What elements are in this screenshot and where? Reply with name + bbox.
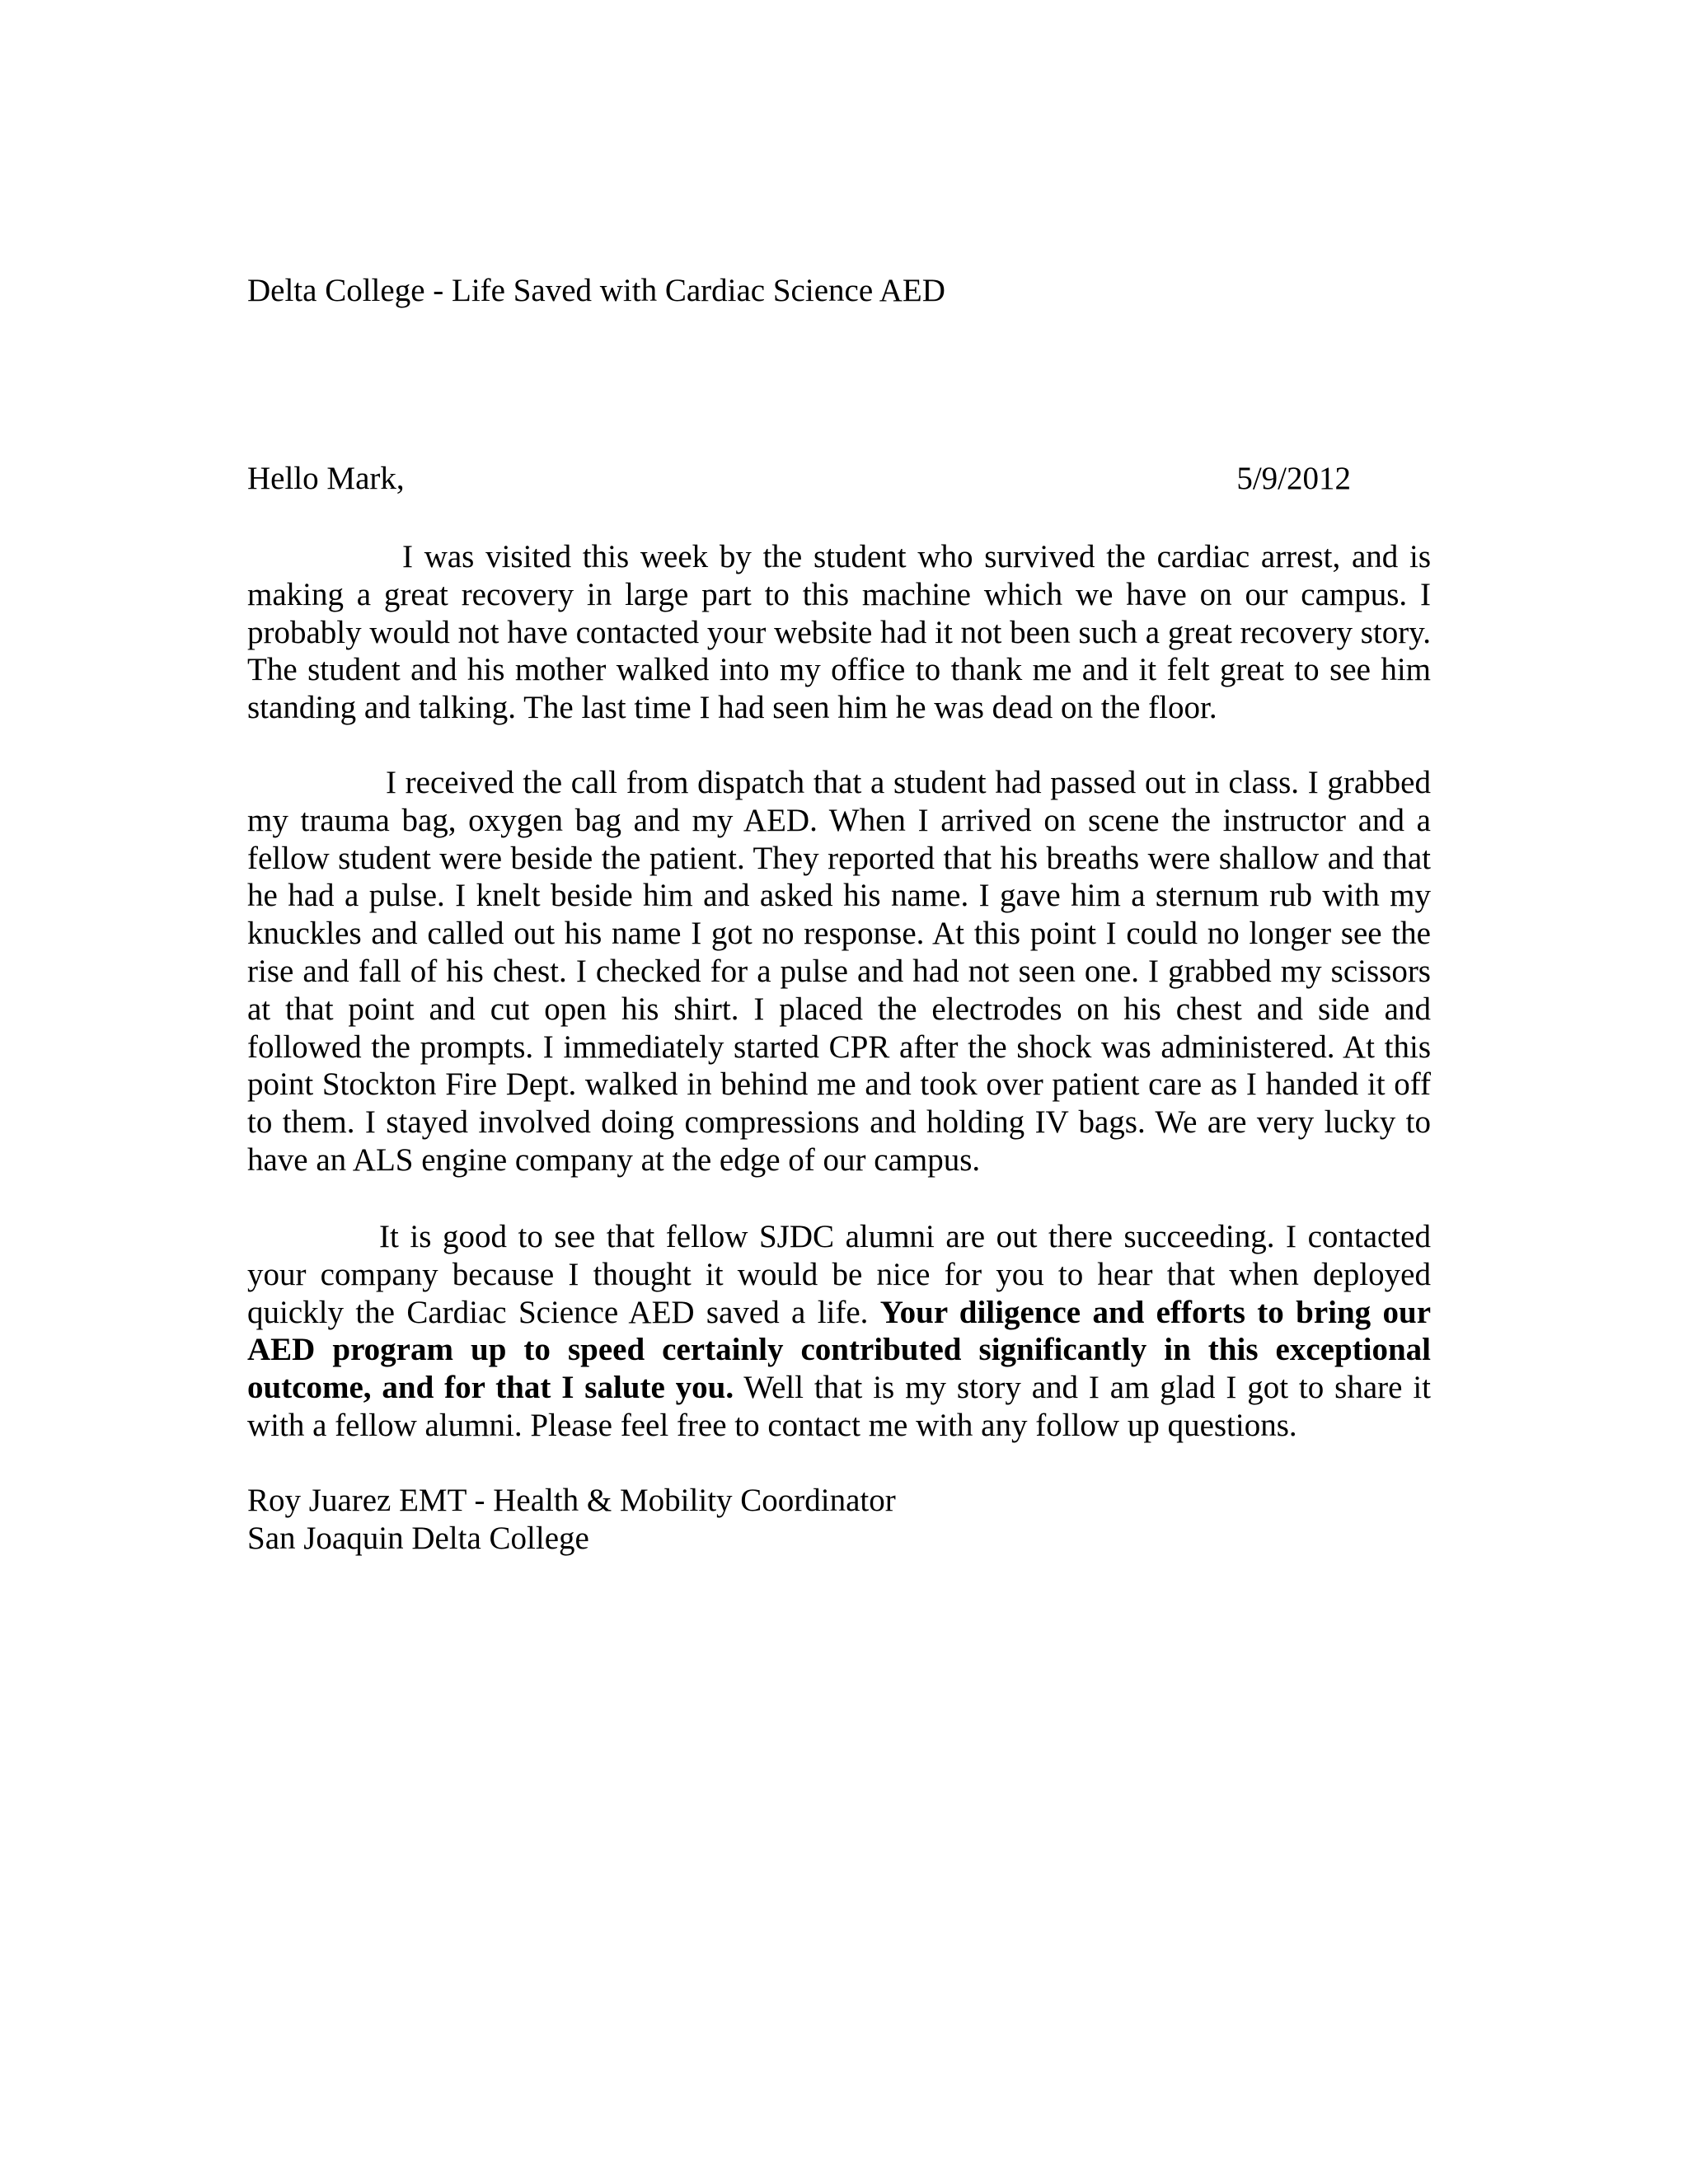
greeting: Hello Mark, xyxy=(247,461,405,496)
paragraph-3 xyxy=(247,1218,1431,1445)
letter-date: 5/9/2012 xyxy=(1236,461,1351,496)
paragraph-2: I received the call from dispatch that a student had passed out in class. I grabbed my trauma bag, oxygen bag and my AED. When I arrived on scene the instructor and a fellow student were beside the patient. They reported that his breaths were shallow and that he had a pulse. I knelt beside him and asked his name. I gave him a sternum rub with my knuckles and called out his name I got no response. At this point I could no longer see the rise and fall of his chest. I checked for a pulse and had not seen one. I grabbed my scissors at that point and cut open his shirt. I placed the electrodes on his chest and side and followed the prompts. I immediately started CPR after the shock was administered. At this point Stockton Fire Dept. walked in behind me and took over patient care as I handed it off to them. I stayed involved doing compressions and holding IV bags. We are very lucky to have an ALS engine company at the edge of our campus. xyxy=(247,765,1431,1178)
document-title: Delta College - Life Saved with Cardiac Science AED xyxy=(247,273,945,308)
paragraph-3-bold: Your diligence and efforts to bring our AED program up to speed certainly contributed significantly in this exceptional outcome, and for that I salute you. xyxy=(247,1294,1432,1406)
paragraph-3-end: Well that is my story and I am glad I got to share it with a fellow alumni. Please feel free to contact me with any follow up questions. xyxy=(247,1370,1431,1443)
paragraph-1: I was visited this week by the student who survived the cardiac arrest, and is making a great recovery in large part to this machine which we have on our campus. I probably would not have contacted your website had it not been such a great recovery story. The student and his mother walked into my office to thank me and it felt great to see him standing and talking. The last time I had seen him he was dead on the floor. xyxy=(247,539,1431,726)
signature-block xyxy=(247,1482,896,1558)
signature-name: Roy Juarez EMT - Health & Mobility Coordinator xyxy=(247,1483,896,1518)
signature-organization: San Joaquin Delta College xyxy=(247,1521,589,1556)
paragraph-3-start: It is good to see that fellow SJDC alumni are out there succeeding. I contacted your company because I thought it would be nice for you to hear that when deployed quickly the Cardiac Science AED saved a life. xyxy=(247,1219,1431,1330)
